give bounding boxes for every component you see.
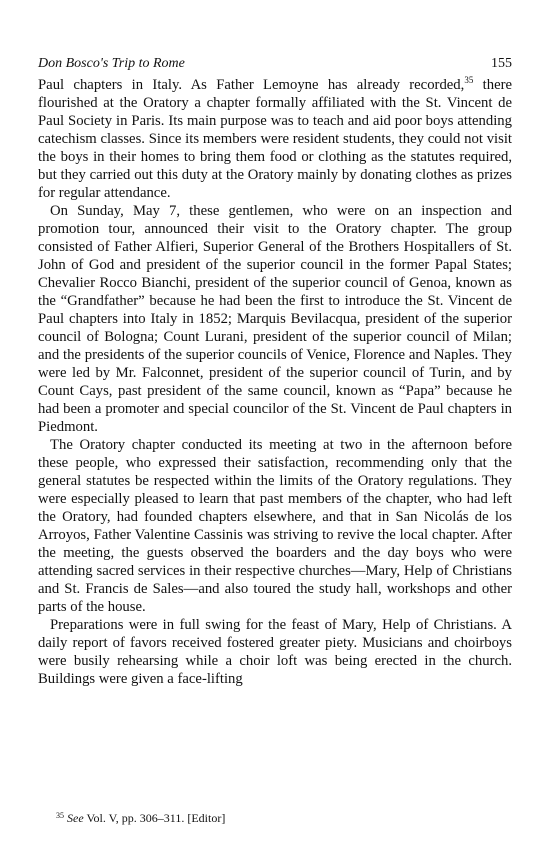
footnote	[56, 810, 512, 826]
paragraph-4: Preparations were in full swing for the feast of Mary, Help of Christians. A daily report of favors received fostered greater piety. Musicians and choirboys were busily rehearsing while a choir loft was being erected in the church. Buildings were given a face-lifting	[38, 617, 512, 687]
footnote-text: Vol. V, pp. 306–311. [Editor]	[83, 811, 226, 825]
paragraph-1	[38, 76, 512, 202]
body-text	[38, 76, 512, 688]
page-number: 155	[491, 56, 512, 71]
running-head-title: Don Bosco's Trip to Rome	[38, 56, 185, 71]
paragraph-2: On Sunday, May 7, these gentlemen, who were on an inspection and promotion tour, announced their visit to the Oratory chapter. The group consisted of Father Alfieri, Superior General of the Brothers Hospitallers of St. John of God and president of the superior council in the former Papal States; Chevalier Rocco Bianchi, president of the superior council of Genoa, known as the “Grandfather” because he had been the first to introduce the St. Vincent de Paul chapters into Italy in 1852; Marquis Bevilacqua, president of the superior council of Bologna; Count Lurani, president of the superior council of Milan; and the presidents of the superior councils of Venice, Florence and Naples. They were led by Mr. Falconnet, president of the superior council of Turin, and by Count Cays, past president of the same council, known as “Papa” because he had been a promoter and special councilor of the St. Vincent de Paul chapters in Piedmont.	[38, 203, 512, 435]
paragraph-1-text-a: Paul chapters in Italy. As Father Lemoyne has already recorded,	[38, 77, 465, 93]
footnote-reference: 35	[464, 75, 474, 85]
running-head	[38, 55, 512, 73]
footnote-see: See	[67, 811, 84, 825]
footnote-number: 35	[56, 811, 64, 820]
paragraph-1-text-b: there flourished at the Oratory a chapter formally affiliated with the St. Vincent de Paul Society in Paris. Its main purpose was to teach and aid poor boys attending catechism classes. Since its members were resident students, they could not visit the boys in their homes to bring them food or clothing as the statutes required, but they carried out this duty at the Oratory mainly by donating clothes as prizes for regular attendance.	[38, 77, 513, 201]
paragraph-3: The Oratory chapter conducted its meeting at two in the afternoon before these people, who expressed their satisfaction, recommending only that the general statutes be respected within the limits of the Oratory regulations. They were especially pleased to learn that past members of the chapter, who had left the Oratory, had founded chapters elsewhere, and that in San Nicolás de los Arroyos, Father Valentine Cassinis was striving to revive the local chapter. After the meeting, the guests observed the boarders and the day boys who were attending sacred services in their respective churches—Mary, Help of Christians and St. Francis de Sales—and also toured the study hall, workshops and other parts of the house.	[38, 437, 512, 615]
